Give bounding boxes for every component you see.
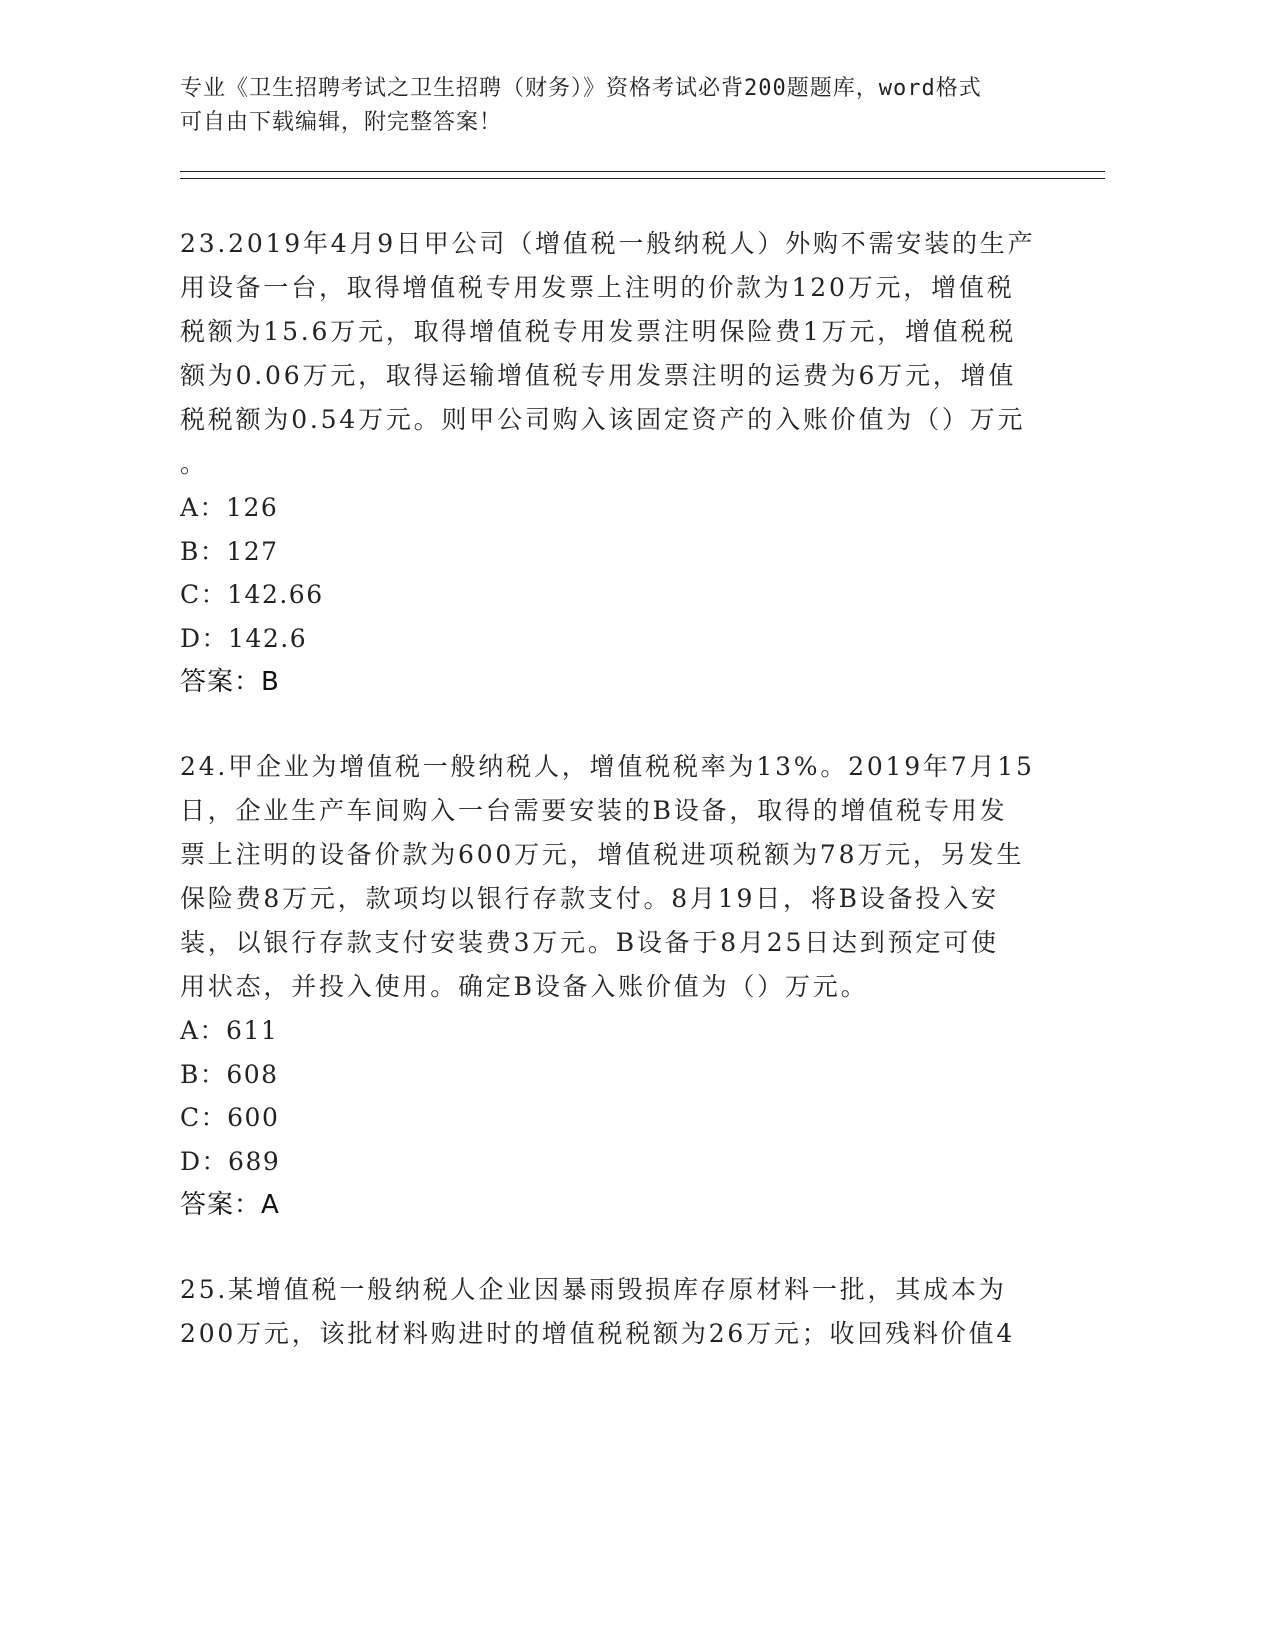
option-b: B：127 xyxy=(180,536,279,566)
question-text-line: 税额为15.6万元，取得增值税专用发票注明保险费1万元，增值税税 xyxy=(180,317,1017,346)
question-23 xyxy=(180,222,1040,704)
question-text-line: 200万元，该批材料购进时的增值税税额为26万元；收回残料价值4 xyxy=(180,1319,1016,1348)
option-c: C：600 xyxy=(180,1103,280,1132)
question-text-line: 23.2019年4月9日甲公司（增值税一般纳税人）外购不需安装的生产 xyxy=(180,229,1036,258)
question-text-line: 25.某增值税一般纳税人企业因暴雨毁损库存原材料一批，其成本为 xyxy=(180,1275,1007,1304)
question-25 xyxy=(180,1268,1040,1356)
question-text-line: 24.甲企业为增值税一般纳税人，增值税税率为13%。2019年7月15 xyxy=(180,752,1035,781)
header-divider xyxy=(180,171,1105,172)
document-header xyxy=(180,72,1060,140)
answer-line: 答案：B xyxy=(180,667,280,697)
option-d: D：689 xyxy=(180,1146,281,1176)
question-text-line: 日，企业生产车间购入一台需要安装的B设备，取得的增值税专用发 xyxy=(180,796,1008,825)
option-a: A：126 xyxy=(180,493,279,522)
option-d: D：142.6 xyxy=(180,623,308,653)
header-line: 专业《卫生招聘考试之卫生招聘（财务）》资格考试必背200题题库，word格式 xyxy=(180,76,982,101)
answer-line: 答案：A xyxy=(180,1190,280,1220)
question-text-line: 保险费8万元，款项均以银行存款支付。8月19日，将B设备投入安 xyxy=(180,884,999,913)
option-c: C：142.66 xyxy=(180,580,324,609)
question-text-line: 税税额为0.54万元。则甲公司购入该固定资产的入账价值为（）万元 xyxy=(180,405,1026,434)
question-text-line: 用状态，并投入使用。确定B设备入账价值为（）万元。 xyxy=(180,972,869,1001)
option-a: A：611 xyxy=(180,1016,279,1045)
header-divider xyxy=(180,178,1105,179)
header-line: 可自由下载编辑，附完整答案！ xyxy=(180,110,503,135)
question-text-line: 装，以银行存款支付安装费3万元。B设备于8月25日达到预定可使 xyxy=(180,928,999,957)
option-b: B：608 xyxy=(180,1059,279,1089)
question-24 xyxy=(180,745,1040,1227)
question-text-line: 票上注明的设备价款为600万元，增值税进项税额为78万元，另发生 xyxy=(180,840,1025,869)
question-text-line: 用设备一台，取得增值税专用发票上注明的价款为120万元，增值税 xyxy=(180,273,1015,302)
question-text-line: 。 xyxy=(180,449,208,478)
question-text-line: 额为0.06万元，取得运输增值税专用发票注明的运费为6万元，增值 xyxy=(180,361,1017,390)
